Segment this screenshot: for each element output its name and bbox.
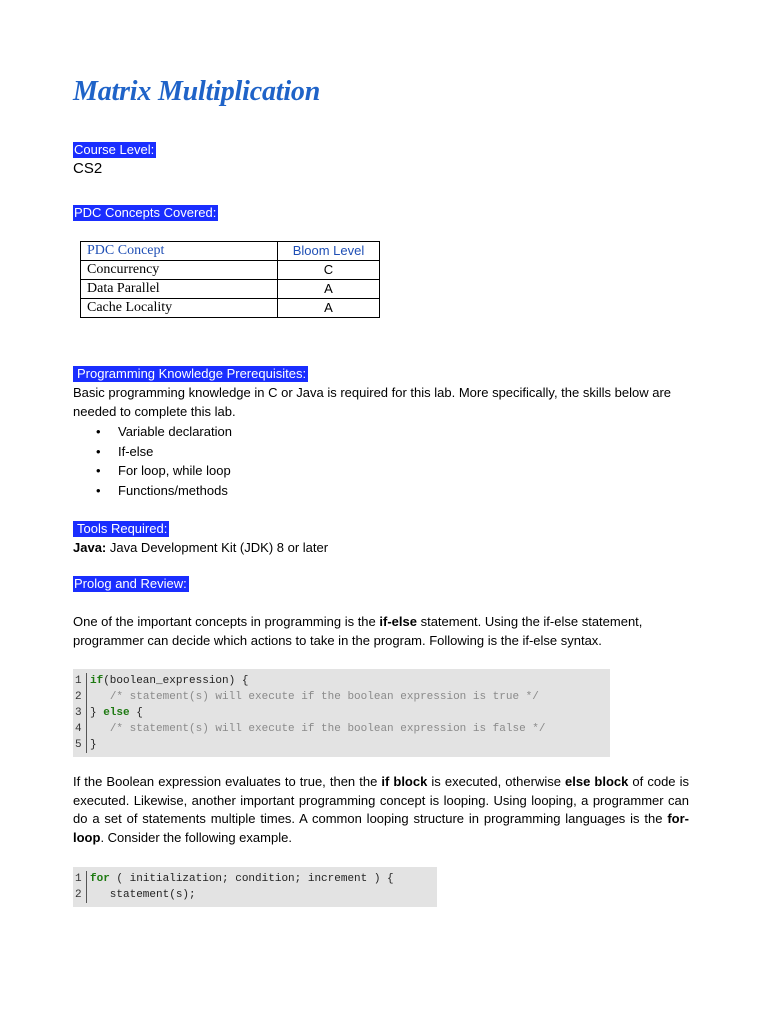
table-header-bloom-level: Bloom Level (278, 242, 380, 261)
keyword-for-loop: for-loop (73, 811, 689, 845)
code-text (90, 691, 110, 703)
code-text: (boolean_expression) { (103, 675, 249, 687)
page-title: Matrix Multiplication (73, 76, 321, 107)
table-cell-level: C (278, 261, 380, 280)
line-number: 4 (75, 721, 87, 737)
list-item-label: Variable declaration (118, 424, 232, 439)
line-number: 1 (75, 673, 87, 689)
table-header-row (81, 242, 380, 261)
code-text: ( initialization; condition; increment ) { (109, 873, 394, 885)
bullet-icon: • (96, 483, 101, 499)
list-item-label: If-else (118, 443, 154, 459)
prerequisites-text: Basic programming knowledge in C or Java is required for this lab. More specifically, the skills below are needed to complete this lab. (73, 385, 672, 419)
text-run: is executed, otherwise (427, 774, 566, 789)
code-keyword: else (103, 707, 130, 719)
table-cell-level: A (278, 299, 380, 318)
prolog-paragraph-1 (73, 613, 689, 650)
prolog-paragraph-2 (73, 773, 689, 847)
prolog-heading: Prolog and Review: (74, 576, 187, 591)
table-row (81, 299, 380, 318)
line-number: 2 (75, 689, 87, 705)
course-level-value: CS2 (73, 160, 103, 177)
list-item (73, 422, 232, 442)
tools-text (73, 539, 328, 558)
course-level-heading: Course Level: (74, 142, 155, 157)
text-run: statement. Using the if-else statement, programmer can decide which actions to take in the program. Following is the if-else syntax. (73, 614, 643, 648)
bullet-icon: • (96, 424, 101, 439)
list-item (73, 461, 232, 481)
pdc-concepts-heading: PDC Concepts Covered: (74, 205, 217, 220)
bullet-icon: • (96, 443, 101, 459)
table-cell-concept: Data Parallel (81, 280, 278, 299)
line-number: 1 (75, 871, 87, 887)
line-number: 3 (75, 705, 87, 721)
keyword-else-block: else block (565, 774, 629, 789)
code-text: { (129, 707, 143, 719)
table-header-pdc-concept: PDC Concept (81, 242, 278, 261)
pdc-concept-table (80, 241, 380, 318)
list-item-label: For loop, while loop (118, 463, 231, 479)
tools-heading: Tools Required: (73, 521, 169, 537)
code-comment: /* statement(s) will execute if the boolean expression is true */ (109, 691, 539, 703)
keyword-if-else: if-else (379, 614, 417, 629)
table-cell-concept: Concurrency (81, 261, 278, 280)
tools-description: Java Development Kit (JDK) 8 or later (106, 540, 329, 555)
code-comment: /* statement(s) will execute if the boolean expression is false */ (109, 723, 546, 735)
code-line (75, 871, 437, 887)
prerequisites-heading: Programming Knowledge Prerequisites: (73, 366, 308, 382)
table-row (81, 261, 380, 280)
code-keyword: if (90, 675, 104, 687)
code-block-if-else (73, 669, 610, 757)
code-keyword: for (90, 873, 110, 885)
text-run: of code is executed. Likewise, another important programming concept is looping. Using looping, a programmer can do a set of statements multiple times. A common looping structure in programming languages is the (73, 774, 689, 826)
table-cell-level: A (278, 280, 380, 299)
code-line (75, 721, 610, 737)
list-item (73, 442, 232, 462)
keyword-if-block: if block (381, 774, 428, 789)
code-block-for-loop (73, 867, 437, 907)
text-run: If the Boolean expression evaluates to true, then the (73, 774, 382, 789)
tools-language: Java: (73, 540, 107, 555)
table-row (81, 280, 380, 299)
table-cell-concept: Cache Locality (81, 299, 278, 318)
code-line (75, 737, 610, 753)
list-item-label: Functions/methods (118, 483, 228, 499)
list-item (73, 481, 232, 501)
code-text: } (90, 707, 104, 719)
code-text: } (90, 739, 97, 751)
code-line (75, 673, 610, 689)
text-run: . Consider the following example. (100, 829, 292, 845)
prerequisites-list (73, 422, 232, 501)
line-number: 5 (75, 737, 87, 753)
code-text: statement(s); (90, 889, 196, 901)
code-line (75, 689, 610, 705)
code-line (75, 705, 610, 721)
code-text (90, 723, 110, 735)
bullet-icon: • (96, 463, 101, 479)
text-run: One of the important concepts in programming is the (73, 614, 380, 629)
line-number: 2 (75, 887, 87, 903)
code-line (75, 887, 437, 903)
